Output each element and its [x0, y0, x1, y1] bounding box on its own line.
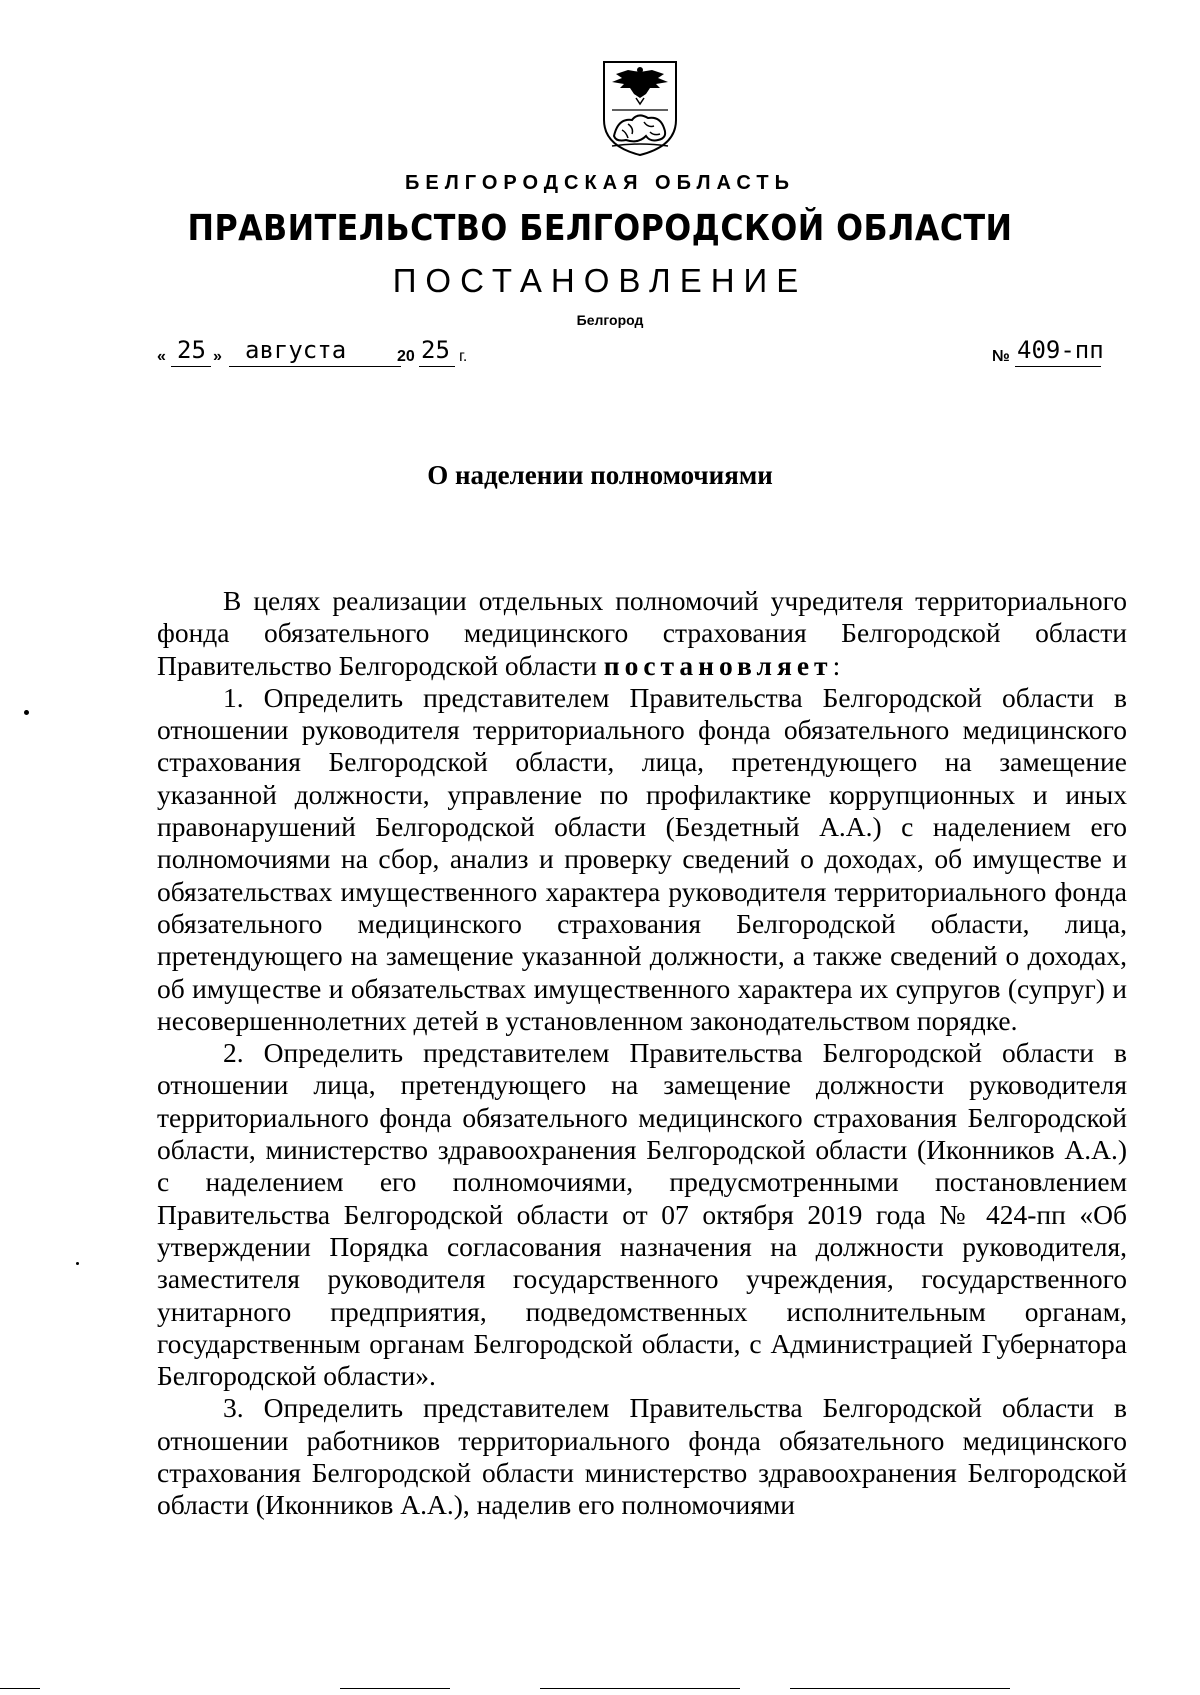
number-underline [1015, 366, 1101, 367]
paragraph-2: 2. Определить представителем Правительства Белгородской области в отношении лица, претендующего на замещение должности руководителя территориального фонда обязательного медицинского страхования Белгородской области, министерство здравоохранения Белгородской области (Иконников А.А.) с наделением его полномочиями, предусмотренными постановлением Правительства Белгородской области от 07 октября 2019 года № 424-пп «Об утверждении Порядка согласования назначения на должности руководителя, заместителя руководителя государственного учреждения, государственного унитарного предприятия, подведомственных исполнительным органам, государственным органам Белгородской области, с Администрацией Губернатора Белгородской области». [157, 1037, 1127, 1392]
footer-line [790, 1688, 1010, 1689]
document-number: 409-пп [1017, 336, 1104, 364]
footer-line [340, 1688, 450, 1689]
date-open-quote: « [157, 348, 166, 365]
region-name: БЕЛГОРОДСКАЯ ОБЛАСТЬ [405, 172, 795, 194]
date-number-row [157, 332, 1107, 372]
year-suffix: 25 [421, 336, 450, 364]
intro-text: В целях реализации отдельных полномочий учредителя территориального фонда обязательного медицинского страхования Белгородской области Правительство Белгородской области [157, 585, 1127, 681]
date-close-quote: » [213, 348, 222, 365]
government-name: ПРАВИТЕЛЬСТВО БЕЛГОРОДСКОЙ ОБЛАСТИ [187, 208, 1013, 249]
document-type: ПОСТАНОВЛЕНИЕ [392, 262, 808, 299]
year-underline [419, 366, 455, 367]
footer-line [0, 1688, 40, 1689]
day-underline [171, 366, 211, 367]
footer-line [540, 1688, 740, 1689]
document-body [157, 585, 1127, 1522]
date-day: 25 [177, 336, 206, 364]
scan-speck [76, 1262, 79, 1265]
month-underline [229, 366, 401, 367]
coat-of-arms-emblem [598, 58, 682, 158]
paragraph-1: 1. Определить представителем Правительства Белгородской области в отношении руководителя территориального фонда обязательного медицинского страхования Белгородской области, лица, претендующего на замещение указанной должности, управление по профилактике коррупционных и иных правонарушений Белгородской области (Бездетный А.А.) с наделением его полномочиями на сбор, анализ и проверку сведений о доходах, об имуществе и обязательствах имущественного характера руководителя территориального фонда обязательного медицинского страхования Белгородской области, лица, претендующего на замещение указанной должности, а также сведений о доходах, об имуществе и обязательствах имущественного характера их супругов (супруг) и несовершеннолетних детей в установленном законодательством порядке. [157, 681, 1127, 1036]
intro-keyword: постановляет [603, 649, 833, 681]
scan-speck [24, 710, 29, 715]
city-name: Белгород [576, 312, 644, 328]
date-month: августа [245, 336, 347, 364]
year-mark: г. [459, 348, 468, 365]
paragraph-3: 3. Определить представителем Правительства Белгородской области в отношении работников территориального фонда обязательного медицинского страхования Белгородской области министерство здравоохранения Белгородской области (Иконников А.А.), наделив его полномочиями [157, 1392, 1127, 1521]
intro-end: : [832, 649, 841, 681]
intro-paragraph [157, 585, 1127, 682]
document-title: О наделении полномочиями [427, 460, 773, 490]
number-mark: № [992, 348, 1010, 365]
year-prefix: 20 [397, 348, 415, 365]
